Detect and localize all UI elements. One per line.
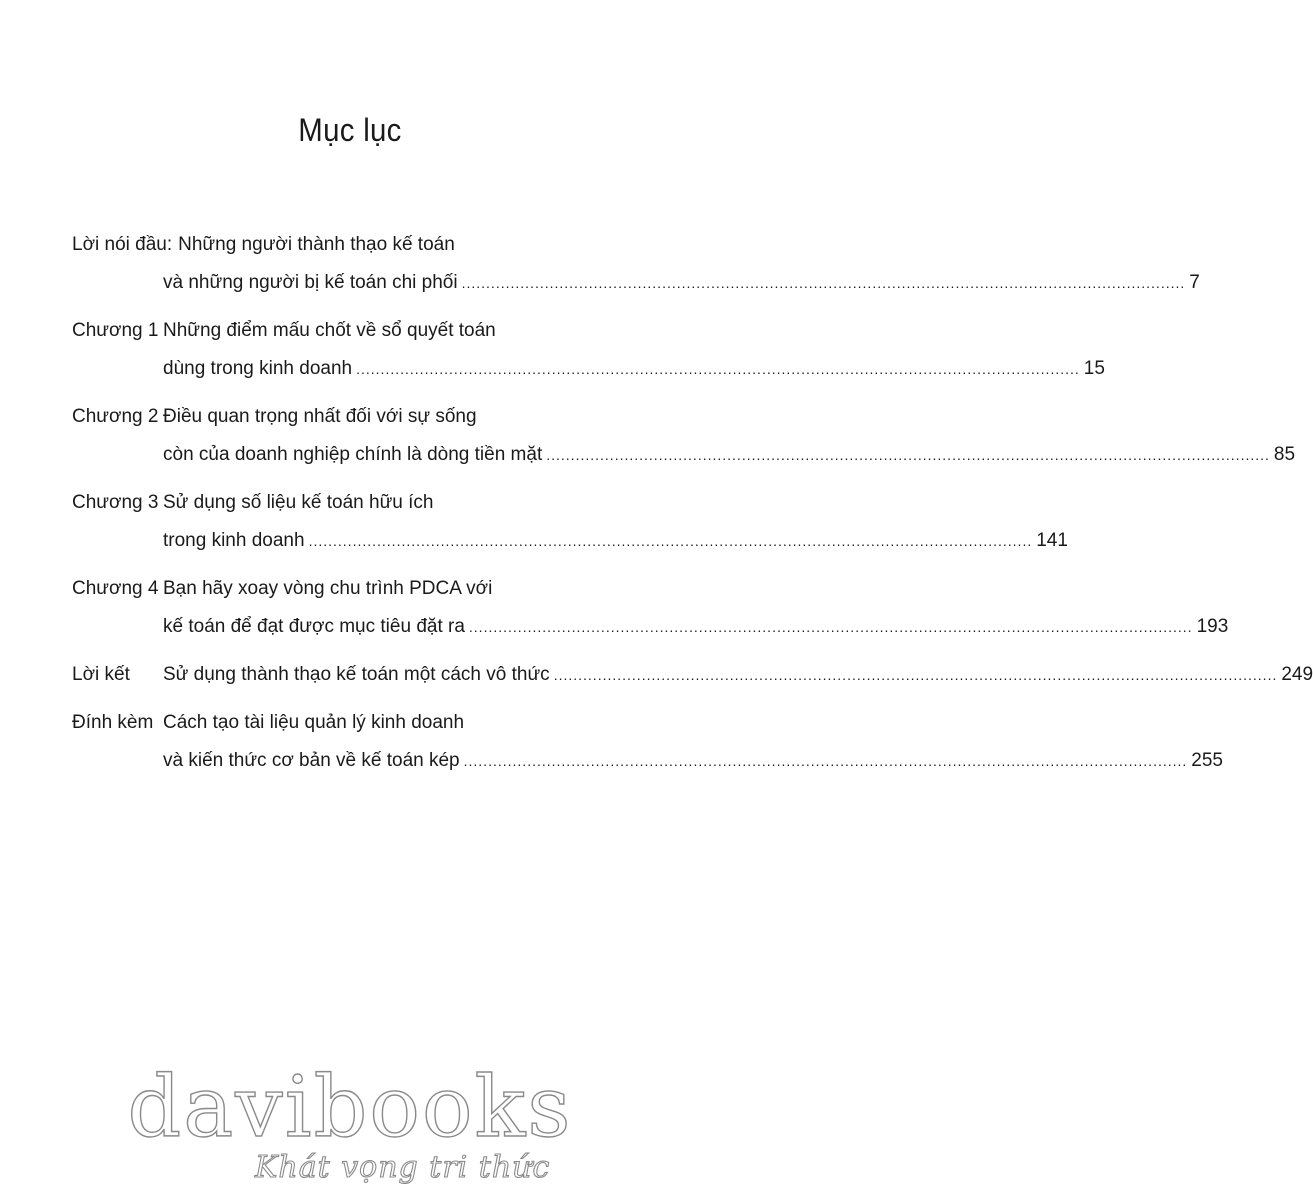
toc-entry-label: Lời kết (72, 664, 130, 685)
toc-entry-appendix[interactable] (72, 704, 1223, 780)
toc-entry-chapter-2[interactable] (72, 398, 1296, 474)
toc-entry-title: Những điểm mấu chốt về sổ quyết toán (163, 320, 496, 341)
page-title: Mục lục (298, 112, 402, 148)
toc-entry-label: Lời nói đầu: (72, 234, 173, 255)
toc-entry-chapter-3[interactable] (72, 484, 1068, 560)
toc-entry-title-cont: kế toán để đạt được mục tiêu đặt ra (163, 616, 465, 637)
toc-entry-page: 255 (1191, 750, 1223, 771)
toc-entry-page: 85 (1273, 444, 1296, 465)
table-of-contents (72, 226, 1313, 790)
toc-entry-label: Chương 1 (72, 320, 159, 341)
toc-entry-page: 249 (1281, 664, 1313, 685)
dot-leader (309, 522, 1033, 560)
toc-entry-title-cont: dùng trong kinh doanh (163, 358, 353, 379)
toc-entry-chapter-1[interactable] (72, 312, 1105, 388)
dot-leader (462, 264, 1186, 302)
dot-leader (356, 350, 1080, 388)
toc-entry-title: Điều quan trọng nhất đối với sự sống (163, 406, 477, 427)
watermark-brand: davibooks (127, 1058, 573, 1156)
toc-entry-page: 193 (1196, 616, 1229, 637)
dot-leader (464, 742, 1188, 780)
toc-entry-title-cont: trong kinh doanh (163, 530, 305, 551)
toc-entry-epilogue[interactable] (72, 656, 1313, 694)
dot-leader (546, 436, 1270, 474)
toc-entry-label: Chương 3 (72, 492, 159, 513)
toc-entry-title: Cách tạo tài liệu quản lý kinh doanh (163, 712, 465, 733)
toc-entry-title: Những người thành thạo kế toán (178, 234, 455, 255)
toc-entry-title: Sử dụng thành thạo kế toán một cách vô thức (163, 664, 550, 685)
toc-entry-label: Đính kèm (72, 712, 154, 733)
toc-entry-label: Chương 4 (72, 578, 159, 599)
toc-entry-title: Bạn hãy xoay vòng chu trình PDCA với (163, 578, 493, 599)
toc-entry-chapter-4[interactable] (72, 570, 1229, 646)
publisher-watermark (0, 1058, 700, 1156)
toc-entry-title-cont: và những người bị kế toán chi phối (163, 272, 458, 293)
toc-entry-page: 15 (1083, 358, 1105, 379)
toc-entry-title-cont: còn của doanh nghiệp chính là dòng tiền mặt (163, 444, 543, 465)
toc-entry-label: Chương 2 (72, 406, 159, 427)
dot-leader (469, 608, 1193, 646)
toc-entry-preface[interactable] (72, 226, 1200, 302)
toc-entry-title: Sử dụng số liệu kế toán hữu ích (163, 492, 434, 513)
watermark-tagline: Khát vọng tri thức (255, 1150, 551, 1185)
toc-entry-title-cont: và kiến thức cơ bản về kế toán kép (163, 750, 460, 771)
toc-entry-page: 141 (1036, 530, 1068, 551)
toc-entry-page: 7 (1189, 272, 1200, 293)
dot-leader (554, 656, 1278, 694)
